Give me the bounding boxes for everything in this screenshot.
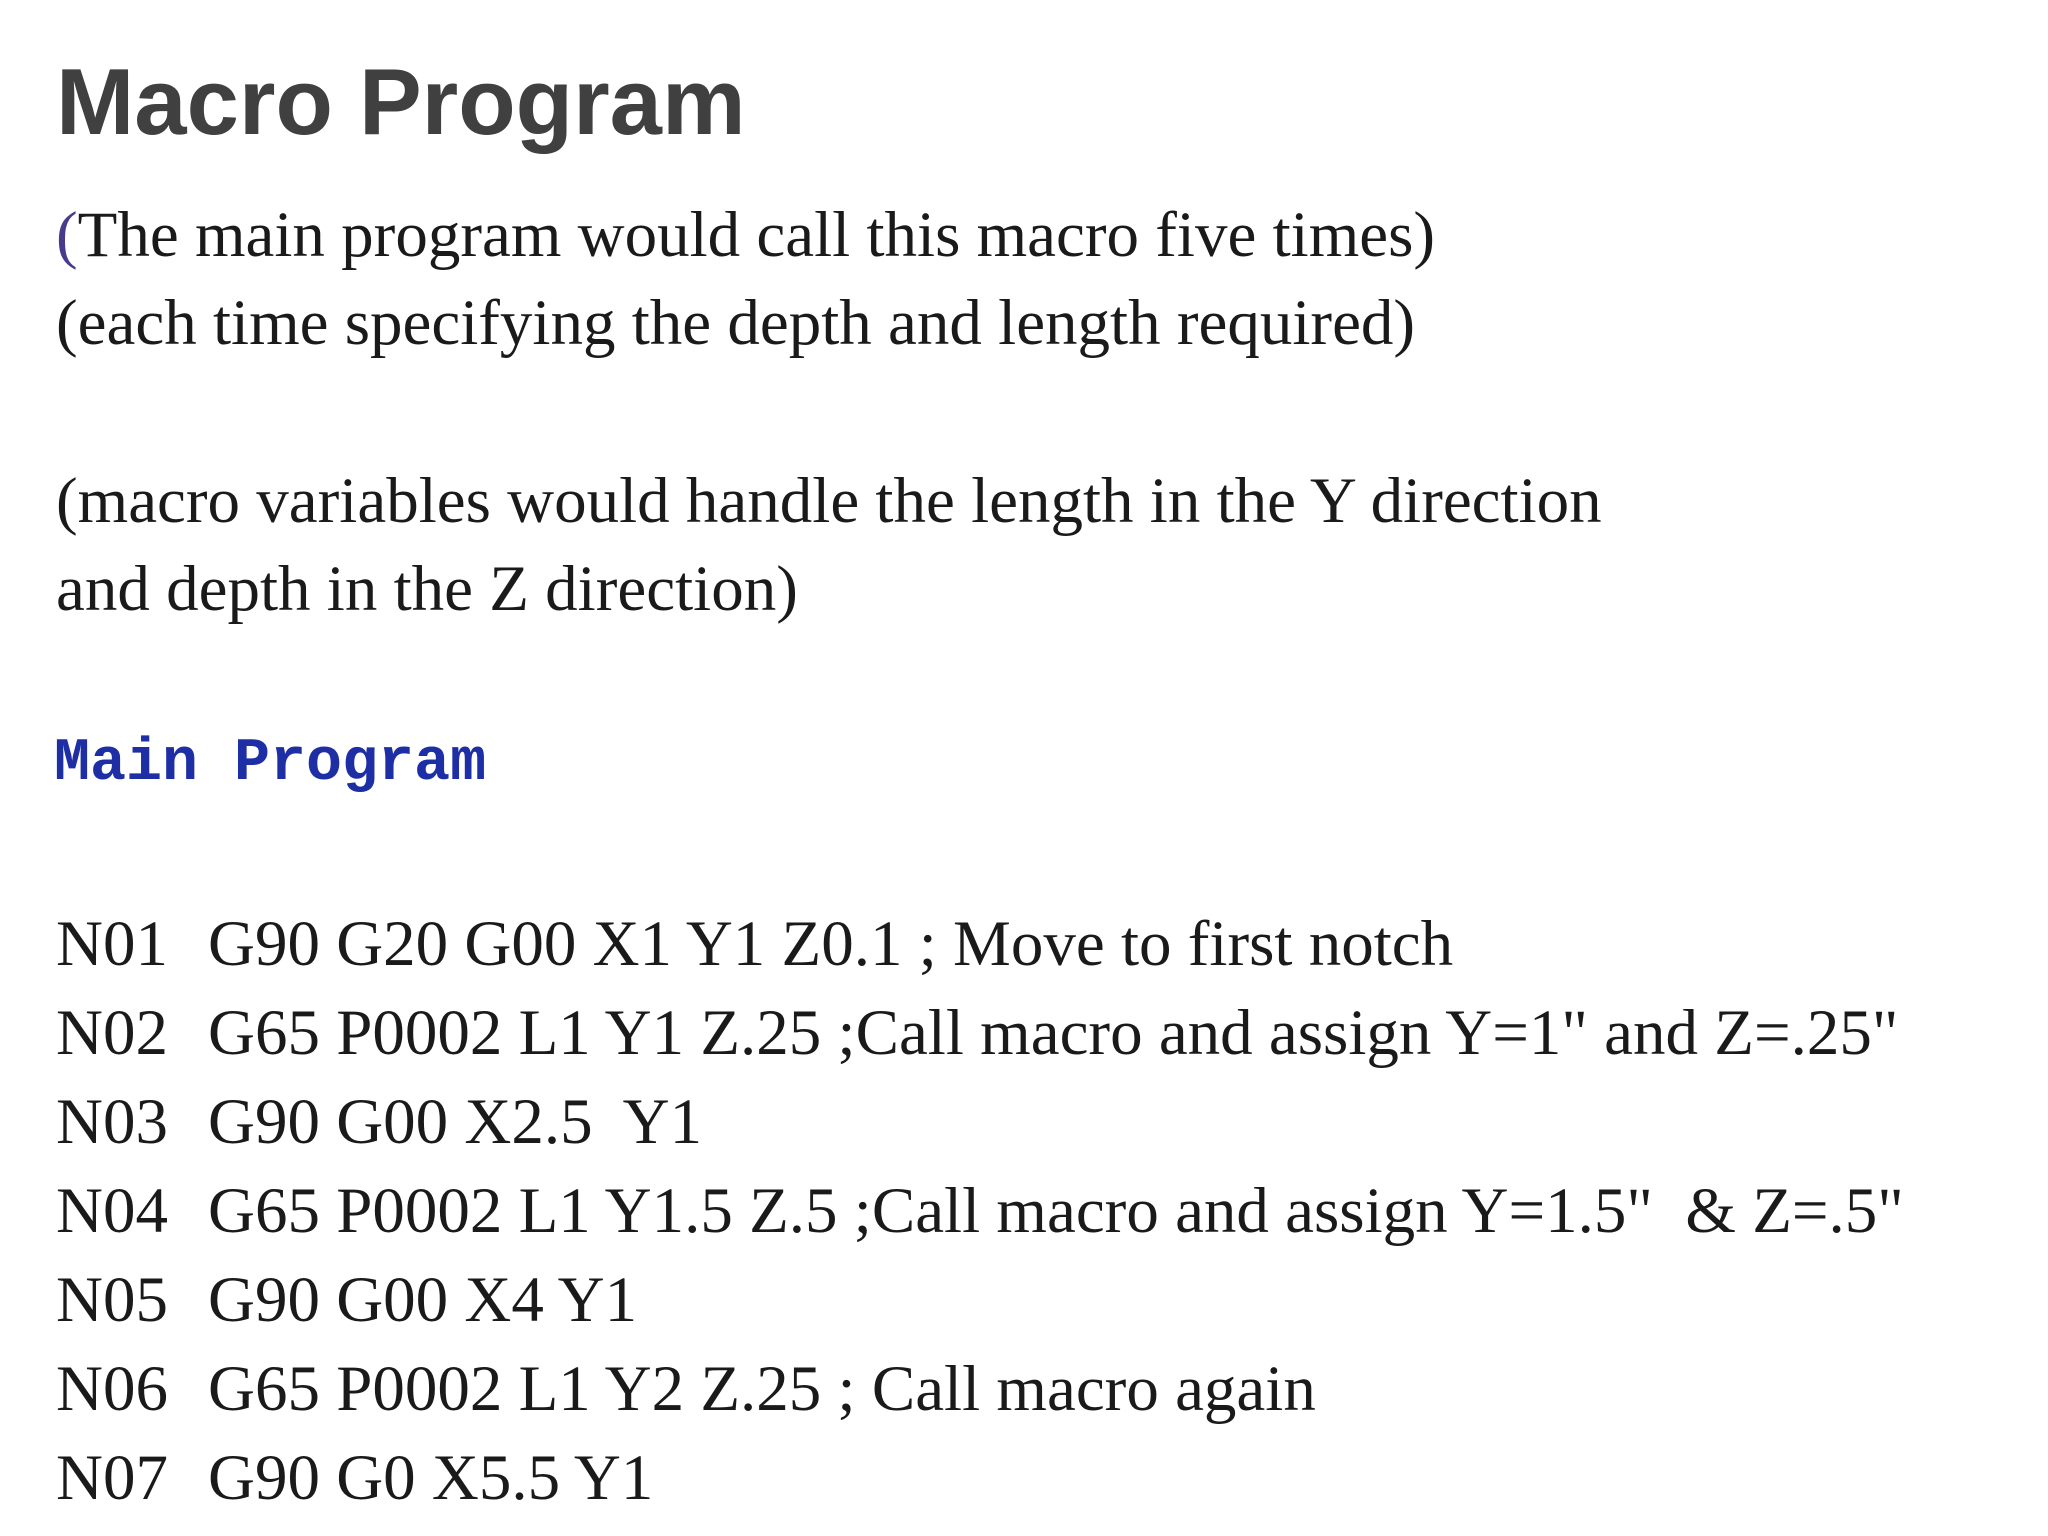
code-text: G90 G0 X5.5 Y1 xyxy=(208,1442,654,1514)
line-number: N04 xyxy=(56,1175,168,1247)
line-number: N06 xyxy=(56,1353,168,1425)
line-number: N01 xyxy=(56,908,168,980)
code-line xyxy=(56,1350,1316,1428)
intro-line xyxy=(56,196,1435,274)
code-text: G65 P0002 L1 Y2 Z.25 ; Call macro again xyxy=(208,1353,1316,1425)
intro-line xyxy=(56,284,1415,362)
line-number: N07 xyxy=(56,1442,168,1514)
line-number: N02 xyxy=(56,997,168,1069)
line-number: N05 xyxy=(56,1264,168,1336)
intro-line-text: The main program would call this macro five times) xyxy=(77,199,1436,271)
note-line: (macro variables would handle the length in the Y direction xyxy=(56,465,1602,537)
code-text: G90 G20 G00 X1 Y1 Z0.1 ; Move to first notch xyxy=(208,908,1454,980)
code-line xyxy=(56,1172,1904,1250)
code-line xyxy=(56,905,1453,983)
code-line xyxy=(56,1083,702,1161)
code-text: G65 P0002 L1 Y1.5 Z.5 ;Call macro and assign Y=1.5" & Z=.5" xyxy=(208,1175,1904,1247)
note-line: and depth in the Z direction) xyxy=(56,553,798,625)
code-text: G90 G00 X4 Y1 xyxy=(208,1264,638,1336)
code-text: G90 G00 X2.5 Y1 xyxy=(208,1086,703,1158)
section-heading: Main Program xyxy=(54,730,487,798)
line-number: N03 xyxy=(56,1086,168,1158)
code-line xyxy=(56,994,1898,1072)
intro-line-text: (each time specifying the depth and length required) xyxy=(56,287,1416,359)
code-text: G65 P0002 L1 Y1 Z.25 ;Call macro and assign Y=1" and Z=.25" xyxy=(208,997,1899,1069)
intro-open-paren: ( xyxy=(56,199,78,271)
code-line xyxy=(56,1439,653,1517)
page-title: Macro Program xyxy=(56,49,746,154)
code-line xyxy=(56,1261,637,1339)
